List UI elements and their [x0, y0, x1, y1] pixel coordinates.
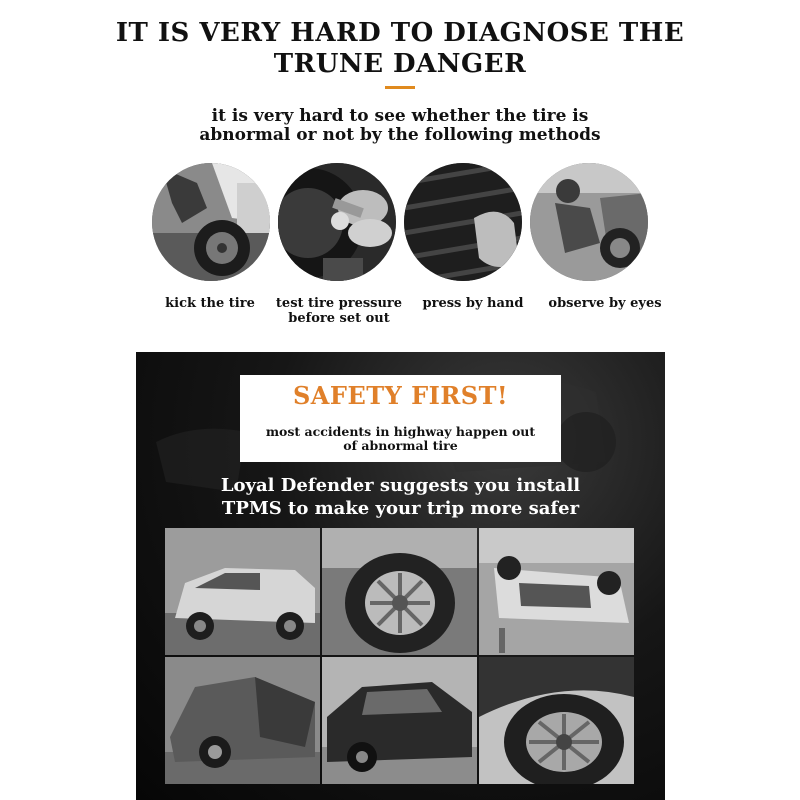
crashed-suv-photo — [165, 528, 320, 655]
suggestion-text: Loyal Defender suggests you install TPMS to make your trip more safer — [220, 475, 581, 519]
page-title-line1: IT IS VERY HARD TO DIAGNOSE THE — [115, 18, 685, 48]
wrecked-front-car-photo — [165, 657, 320, 784]
method-label-observe: observe by eyes — [548, 296, 662, 311]
page-subtitle — [0, 107, 800, 145]
safety-panel — [136, 352, 665, 800]
tire-tread-photo — [404, 163, 522, 281]
subtitle-line2: abnormal or not by the following methods — [199, 125, 601, 145]
title-accent-rule — [385, 86, 415, 89]
safety-text: most accidents in highway happen out of abnormal tire — [265, 424, 536, 453]
crashed-sedan-photo — [322, 657, 477, 784]
method-label-pressure: test tire pressure before set out — [275, 296, 403, 326]
subtitle-line1: it is very hard to see whether the tire is — [211, 106, 589, 126]
kick-tire-photo — [152, 163, 270, 281]
pressure-gauge-photo — [278, 163, 396, 281]
overturned-car-photo — [479, 528, 634, 655]
flat-tire-wheel-photo — [322, 528, 477, 655]
page-title — [0, 18, 800, 80]
method-label-press: press by hand — [422, 296, 524, 311]
tire-closeup-photo — [479, 657, 634, 784]
method-label-kick: kick the tire — [165, 296, 255, 311]
page-title-line2: TRUNE DANGER — [273, 49, 527, 79]
person-inspecting-photo — [530, 163, 648, 281]
safety-box — [240, 375, 561, 462]
safety-title: SAFETY FIRST! — [292, 381, 509, 410]
